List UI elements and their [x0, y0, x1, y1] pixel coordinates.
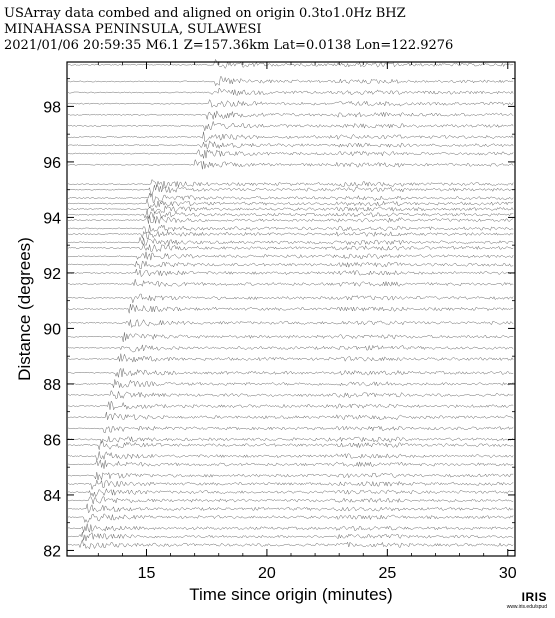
seismic-trace: [68, 472, 513, 480]
seismic-trace: [68, 237, 513, 245]
seismic-trace: [68, 441, 513, 450]
seismic-trace: [68, 426, 513, 433]
seismic-trace: [68, 261, 513, 269]
seismic-trace: [68, 412, 513, 420]
x-tick-label: 15: [137, 565, 156, 582]
y-tick-label: 86: [43, 432, 61, 450]
seismic-trace: [68, 460, 513, 469]
seismic-trace: [68, 160, 513, 170]
seismic-trace: [68, 150, 513, 159]
y-tick-label: 94: [43, 210, 61, 228]
seismic-trace: [68, 532, 513, 541]
seismic-trace: [68, 100, 513, 108]
y-tick-label: 84: [43, 487, 61, 505]
event-details: 2021/01/06 20:59:35 M6.1 Z=157.36km Lat=0.0138 Lon=122.9276: [4, 38, 454, 53]
seismic-trace: [68, 244, 513, 252]
seismic-trace: [68, 504, 513, 513]
y-tick-label: 98: [43, 99, 61, 117]
seismic-trace: [68, 111, 513, 120]
seismic-trace: [68, 132, 513, 142]
x-axis-label: Time since origin (minutes): [189, 585, 393, 604]
y-tick-label: 88: [43, 376, 61, 394]
x-tick-label: 20: [258, 565, 276, 582]
y-axis-label: Distance (degrees): [15, 237, 34, 381]
seismic-trace: [68, 216, 513, 224]
y-tick-label: 82: [43, 543, 61, 561]
seismic-trace: [68, 320, 513, 328]
seismic-trace: [68, 436, 513, 443]
seismic-trace: [68, 210, 513, 219]
seismic-trace: [68, 231, 513, 239]
seismic-trace: [68, 180, 513, 189]
x-tick-label: 25: [378, 565, 397, 582]
seismic-trace: [68, 401, 513, 410]
y-tick-label: 96: [43, 154, 61, 172]
seismic-trace: [68, 379, 513, 387]
seismic-trace: [68, 304, 513, 313]
x-tick-label: 30: [498, 565, 517, 582]
seismic-trace: [68, 206, 513, 213]
iris-logo-text: IRIS: [521, 590, 547, 604]
seismic-trace: [68, 451, 513, 460]
event-region: MINAHASSA PENINSULA, SULAWESI: [4, 22, 262, 37]
seismic-trace: [68, 294, 513, 303]
seismic-trace: [68, 225, 513, 233]
seismic-trace: [68, 252, 513, 260]
seismic-trace: [68, 269, 513, 277]
seismic-trace: [68, 345, 513, 352]
seismic-trace: [68, 480, 513, 489]
seismic-trace: [68, 193, 513, 202]
seismic-trace: [68, 199, 513, 208]
seismic-trace: [68, 279, 513, 287]
seismic-trace: [68, 185, 513, 195]
seismic-trace: [68, 489, 513, 497]
seismic-trace: [68, 497, 513, 504]
y-tick-label: 92: [43, 265, 61, 283]
seismic-trace: [68, 121, 513, 130]
seismic-trace: [68, 77, 513, 86]
seismic-trace: [68, 514, 513, 523]
seismic-trace: [68, 141, 513, 149]
chart-title: USArray data combed and aligned on origin 0.3to1.0Hz BHZ: [4, 6, 406, 21]
seismic-trace: [68, 88, 513, 96]
seismic-trace: [68, 391, 513, 399]
seismic-trace: [68, 540, 513, 549]
seismic-trace: [68, 332, 513, 342]
seismic-trace: [68, 368, 513, 377]
iris-logo-url: www.iris.edu/spud: [506, 604, 547, 610]
y-tick-label: 90: [43, 321, 61, 339]
seismic-trace: [68, 354, 513, 362]
iris-logo[interactable]: [507, 590, 547, 610]
seismic-trace: [68, 524, 513, 533]
